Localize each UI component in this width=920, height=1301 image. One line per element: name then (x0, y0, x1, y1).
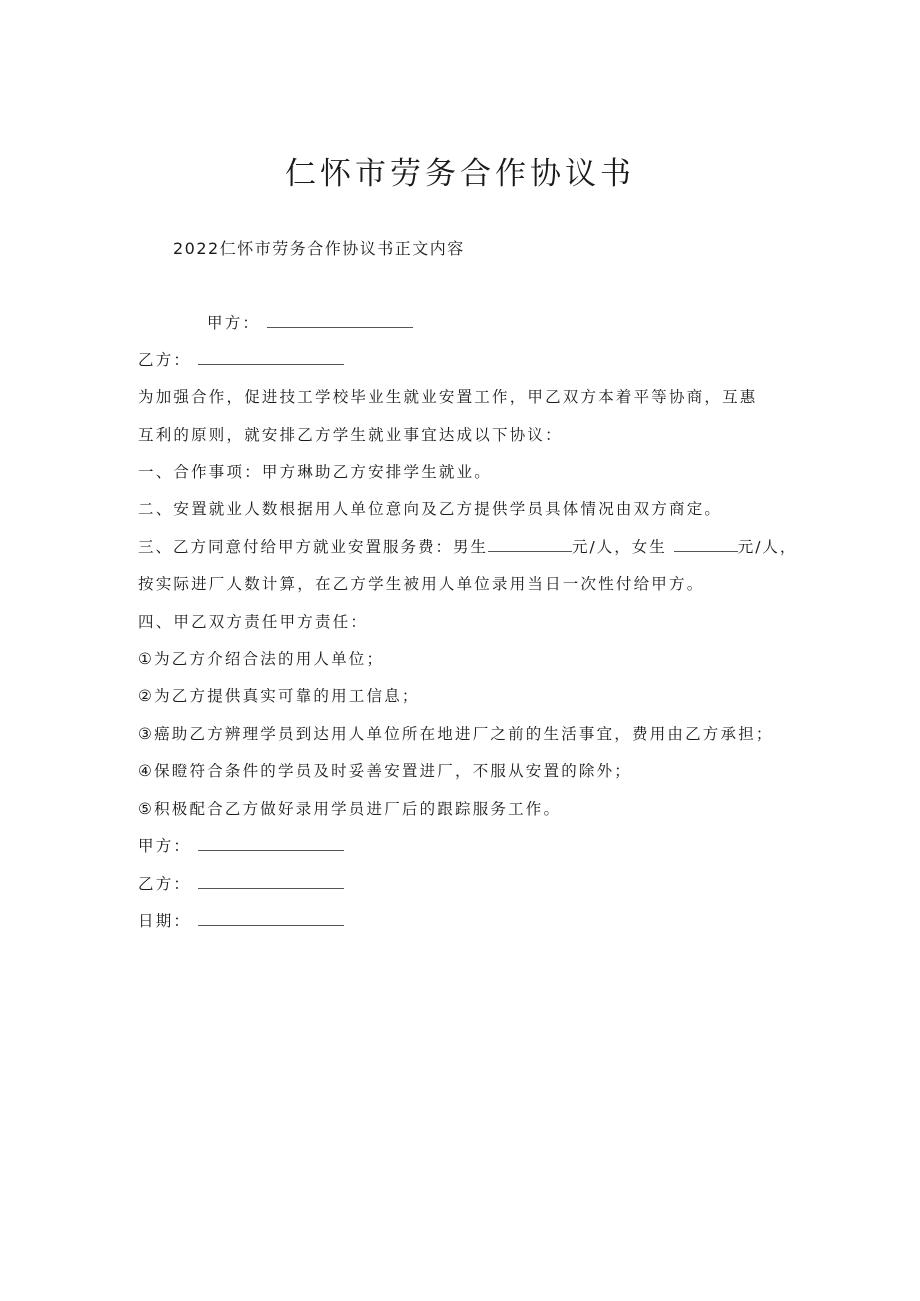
duty-item: ⑤积极配合乙方做好录用学员进厂后的跟踪服务工作。 (138, 800, 562, 818)
male-fee-blank (488, 535, 572, 552)
clause-3 (138, 535, 797, 557)
clause-3-line-2: 按实际进厂人数计算，在乙方学生被用人单位录用当日一次性付给甲方。 (138, 575, 705, 593)
duty-item: ①为乙方介绍合法的用人单位； (138, 650, 385, 668)
clause-3-text: 元/人，女生 (572, 538, 667, 556)
signature-date (138, 909, 344, 931)
clause-3-text: 三、乙方同意付给甲方就业安置服务费：男生 (138, 538, 489, 556)
party-a-label: 甲方： (207, 314, 261, 332)
duty-item: ②为乙方提供真实可靠的用工信息； (138, 687, 420, 705)
party-b-blank (198, 348, 344, 365)
party-b-label: 乙方： (138, 351, 192, 369)
party-a-blank (267, 311, 413, 328)
document-subtitle: 2022仁怀市劳务合作协议书正文内容 (173, 239, 465, 258)
signature-party-a-blank (198, 834, 344, 851)
document-title: 仁怀市劳务合作协议书 (285, 156, 635, 192)
signature-date-blank (198, 909, 344, 926)
signature-date-label: 日期： (138, 912, 192, 930)
party-b-line (138, 348, 344, 370)
duty-item: ③癌助乙方辨理学员到达用人单位所在地进厂之前的生活事宜，费用由乙方承担； (138, 725, 774, 743)
signature-party-a (138, 834, 344, 856)
party-a-line (207, 311, 413, 333)
duty-item: ④保瞪符合条件的学员及时妥善安置进厂，不服从安置的除外； (138, 762, 632, 780)
clause-4: 四、甲乙双方责任甲方责任： (138, 613, 369, 631)
clause-2: 二、安置就业人数根据用人单位意向及乙方提供学员具体情况由双方商定。 (138, 500, 723, 518)
clause-3-text: 元/人， (737, 538, 798, 556)
paragraph-line: 互利的原则，就安排乙方学生就业事宜达成以下协议： (138, 426, 563, 444)
female-fee-blank (674, 535, 738, 552)
clause-1: 一、合作事项：甲方琳助乙方安排学生就业。 (138, 463, 493, 481)
signature-party-b-label: 乙方： (138, 875, 192, 893)
paragraph-line: 为加强合作，促进技工学校毕业生就业安置工作，甲乙双方本着平等协商，互惠 (138, 388, 758, 406)
signature-party-b (138, 872, 344, 894)
signature-party-b-blank (198, 872, 344, 889)
signature-party-a-label: 甲方： (138, 837, 192, 855)
